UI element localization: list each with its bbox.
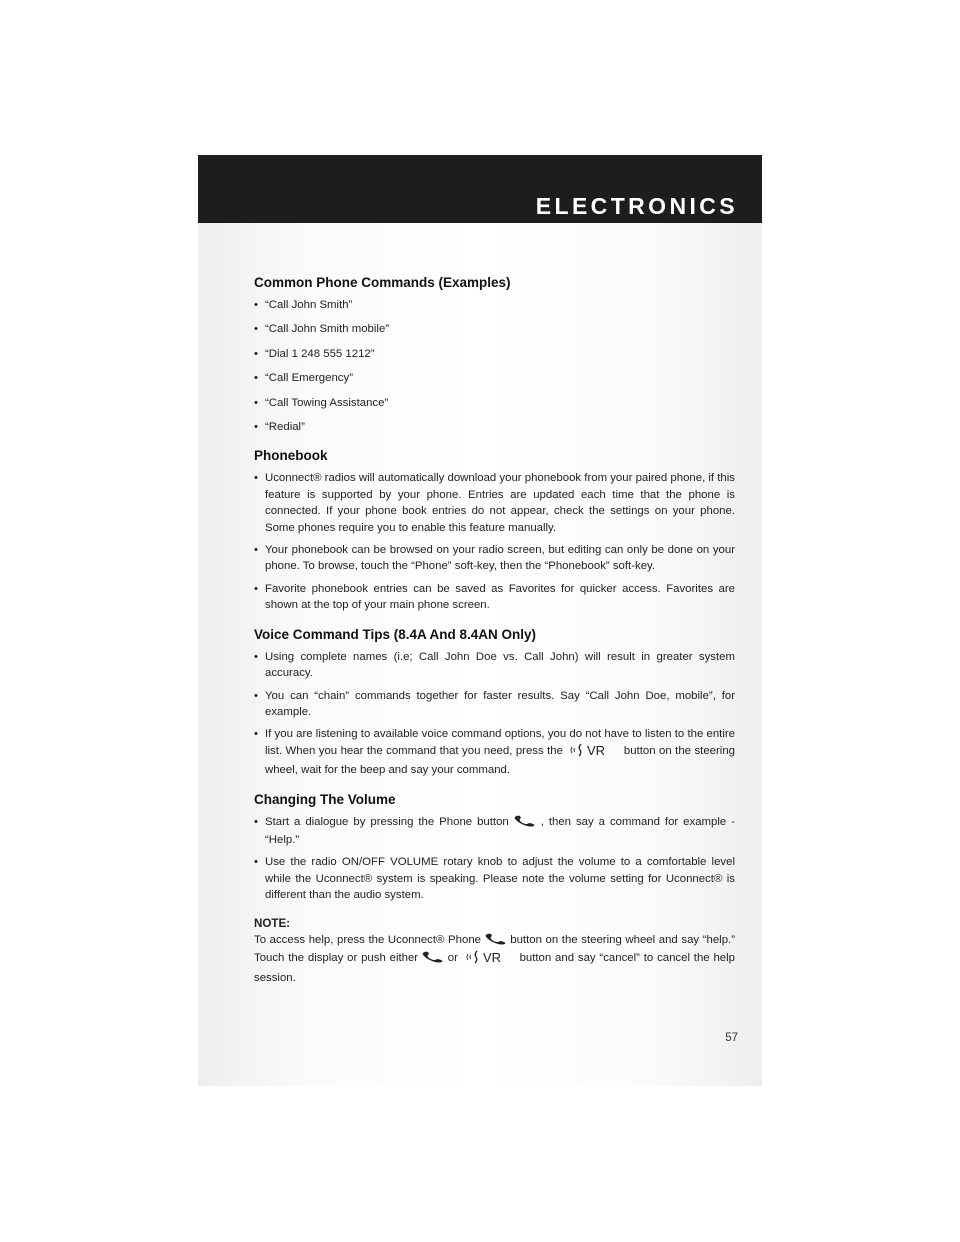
list-item: • Favorite phonebook entries can be saved as Favorites for quicker access. Favorites are shown at the top of your main phone screen. xyxy=(254,582,735,612)
list-item: • “Call John Smith” xyxy=(254,299,353,311)
svg-text:VR: VR xyxy=(482,950,501,965)
list-item: • You can “chain” commands together for faster results. Say “Call John Doe, mobile”, for example. xyxy=(254,689,735,718)
list-item: • Your phonebook can be browsed on your radio screen, but editing can only be done on your phone. To browse, touch the “Phone” soft-key, then the “Phonebook” soft-key. xyxy=(254,544,735,573)
list-item: • Using complete names (i.e; Call John Doe vs. Call John) will result in greater system accuracy. xyxy=(254,650,735,680)
heading-changing-volume: Changing The Volume xyxy=(254,791,396,807)
phone-icon xyxy=(422,951,444,968)
list-item: • “Call John Smith mobile” xyxy=(254,323,390,336)
heading-common-phone-commands: Common Phone Commands (Examples) xyxy=(254,275,511,290)
voice-recognition-icon xyxy=(465,950,513,969)
page-content xyxy=(254,273,735,986)
page-number: 57 xyxy=(725,1032,738,1044)
list-item: • “Call Towing Assistance” xyxy=(254,396,389,409)
section-title: ELECTRONICS xyxy=(535,193,738,219)
list-item: • Use the radio ON/OFF VOLUME rotary knob to adjust the volume to a comfortable level while the Uconnect® system is speaking. Please note the volume setting for Uconnect® is different than the audio system. xyxy=(254,856,735,902)
list-item: • “Call Emergency” xyxy=(254,372,353,385)
list-item: • Uconnect® radios will automatically download your phonebook from your paired phone, if this feature is supported by your phone. Entries are updated each time that the phone is connected. If your phone book entries do not appear, check the settings on your phone. Some phones require you to enable this feature manually. xyxy=(254,472,735,534)
phone-icon xyxy=(514,815,536,832)
list-item: • If you are listening to available voice command options, you do not have to listen to the entire list. When you hear the command that you need, press the VR button on the steering wheel, wait for the beep and say your command. xyxy=(254,728,735,777)
phone-icon xyxy=(485,933,507,950)
volume-list xyxy=(254,814,735,904)
voice-tips-list xyxy=(254,649,735,779)
common-commands-list xyxy=(254,297,735,435)
list-item: • Start a dialogue by pressing the Phone button , then say a command for example - “Help.” xyxy=(254,815,735,846)
note-text: To access help, press the Uconnect® Phone button on the steering wheel and say “help.” Touch the display or push either or VR button and say “cancel” to cancel the help session. xyxy=(254,933,736,984)
list-item: • “Redial” xyxy=(254,421,305,434)
heading-phonebook: Phonebook xyxy=(254,448,328,464)
voice-recognition-icon xyxy=(569,743,617,762)
heading-voice-command-tips: Voice Command Tips (8.4A And 8.4AN Only) xyxy=(254,626,537,642)
svg-text:VR: VR xyxy=(587,742,606,757)
note-label: NOTE: xyxy=(254,916,291,930)
section-header-bar xyxy=(198,155,762,223)
manual-page xyxy=(198,155,762,1086)
list-item: • “Dial 1 248 555 1212” xyxy=(254,347,375,360)
phonebook-list xyxy=(254,470,735,613)
